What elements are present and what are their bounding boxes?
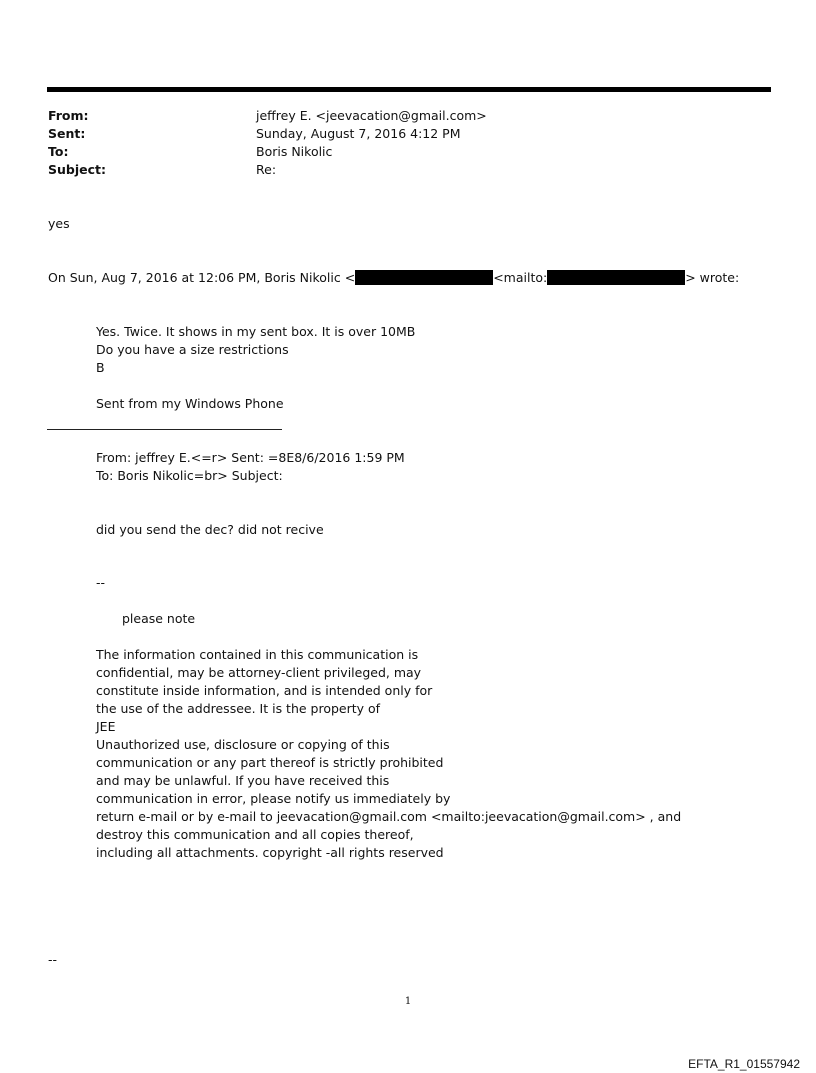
sent-value: Sunday, August 7, 2016 4:12 PM: [256, 126, 461, 141]
quote-intro-mailto: <mailto:: [493, 270, 548, 285]
disclaimer-line: destroy this communication and all copies thereof,: [96, 827, 414, 842]
reply-text: yes: [48, 216, 70, 231]
to-label: To:: [48, 144, 69, 159]
disclaimer-line: The information contained in this communication is: [96, 647, 419, 662]
quoted-line: Yes. Twice. It shows in my sent box. It is over 10MB: [96, 324, 416, 339]
inner-header-line: From: jeffrey E.<=r> Sent: =8E8/6/2016 1:59 PM: [96, 450, 405, 465]
subject-value: Re:: [256, 162, 277, 177]
quote-divider: [47, 429, 282, 430]
disclaimer-line: communication in error, please notify us immediately by: [96, 791, 451, 806]
to-value: Boris Nikolic: [256, 144, 333, 159]
disclaimer-line: and may be unlawful. If you have received this: [96, 773, 390, 788]
quote-intro-start: On Sun, Aug 7, 2016 at 12:06 PM, Boris Nikolic <: [48, 270, 356, 285]
page-number: 1: [404, 996, 412, 1007]
quoted-line: Do you have a size restrictions: [96, 342, 289, 357]
subject-label: Subject:: [48, 162, 106, 177]
phone-signature: Sent from my Windows Phone: [96, 396, 284, 411]
signature-dashes: --: [96, 575, 106, 590]
quoted-line: B: [96, 360, 105, 375]
disclaimer-line: communication or any part thereof is strictly prohibited: [96, 755, 444, 770]
end-dashes: --: [48, 952, 58, 967]
disclaimer-line: return e-mail or by e-mail to jeevacation@gmail.com <mailto:jeevacation@gmail.com> , and: [96, 809, 682, 824]
bates-number: EFTA_R1_01557942: [688, 1057, 800, 1071]
from-label: From:: [48, 108, 89, 123]
please-note: please note: [122, 611, 196, 626]
disclaimer-line: including all attachments. copyright -all rights reserved: [96, 845, 444, 860]
quote-intro-end: > wrote:: [685, 270, 740, 285]
inner-message: did you send the dec? did not recive: [96, 522, 324, 537]
redaction-bar: [547, 270, 685, 285]
disclaimer-line: the use of the addressee. It is the property of: [96, 701, 381, 716]
disclaimer-line: Unauthorized use, disclosure or copying of this: [96, 737, 390, 752]
redaction-bar: [355, 270, 493, 285]
sent-label: Sent:: [48, 126, 86, 141]
disclaimer-line: constitute inside information, and is intended only for: [96, 683, 433, 698]
disclaimer-line: confidential, may be attorney-client privileged, may: [96, 665, 422, 680]
disclaimer-line: JEE: [96, 719, 116, 734]
from-value: jeffrey E. <jeevacation@gmail.com>: [256, 108, 487, 123]
quote-intro: [48, 269, 739, 287]
inner-header-line: To: Boris Nikolic=br> Subject:: [96, 468, 283, 483]
header-divider: [47, 87, 771, 92]
